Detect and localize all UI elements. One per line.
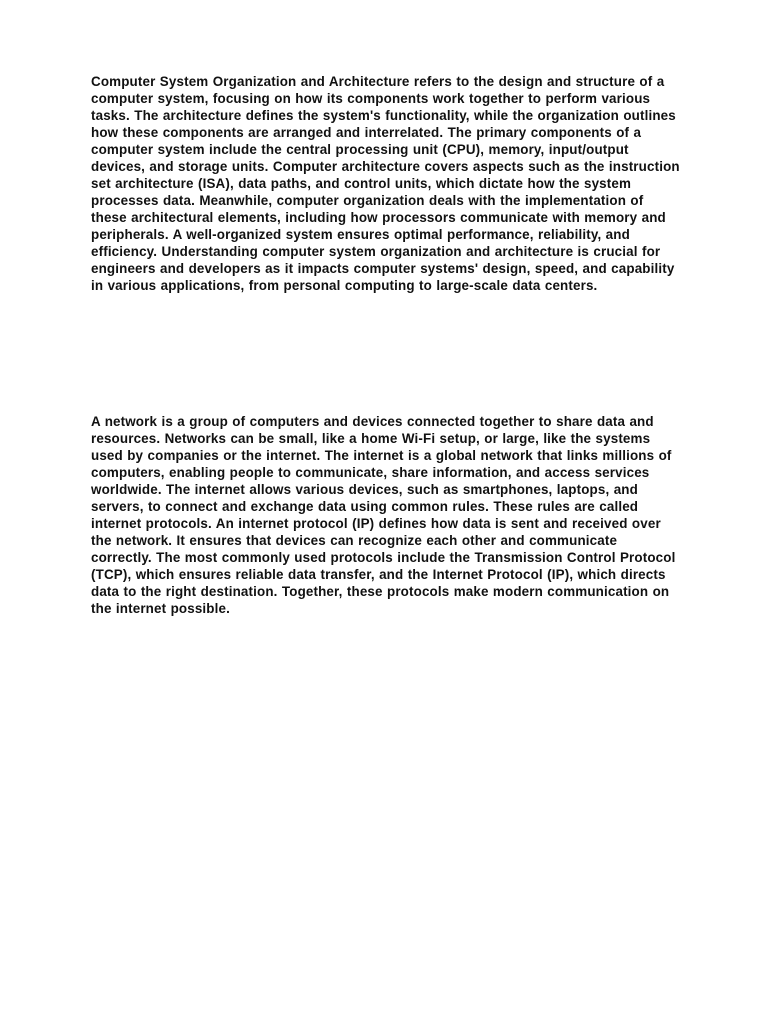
paragraph-computer-architecture: Computer System Organization and Architecture refers to the design and structure of a computer system, focusing on how its components work together to perform various tasks. The architecture defines the system's functionality, while the organization outlines how these components are arranged and interrelated. The primary components of a computer system include the central processing unit (CPU), memory, input/output devices, and storage units. Computer architecture covers aspects such as the instruction set architecture (ISA), data paths, and control units, which dictate how the system processes data. Meanwhile, computer organization deals with the implementation of these architectural elements, including how processors communicate with memory and peripherals. A well-organized system ensures optimal performance, reliability, and efficiency. Understanding computer system organization and architecture is crucial for engineers and developers as it impacts computer systems' design, speed, and capability in various applications, from personal computing to large-scale data centers. — [91, 74, 680, 293]
paragraph-networks: A network is a group of computers and devices connected together to share data and resources. Networks can be small, like a home Wi-Fi setup, or large, like the systems used by companies or the internet. The internet is a global network that links millions of computers, enabling people to communicate, share information, and access services worldwide. The internet allows various devices, such as smartphones, laptops, and servers, to connect and exchange data using common rules. These rules are called internet protocols. An internet protocol (IP) defines how data is sent and received over the network. It ensures that devices can recognize each other and communicate correctly. The most commonly used protocols include the Transmission Control Protocol (TCP), which ensures reliable data transfer, and the Internet Protocol (IP), which directs data to the right destination. Together, these protocols make modern communication on the internet possible. — [91, 414, 676, 616]
